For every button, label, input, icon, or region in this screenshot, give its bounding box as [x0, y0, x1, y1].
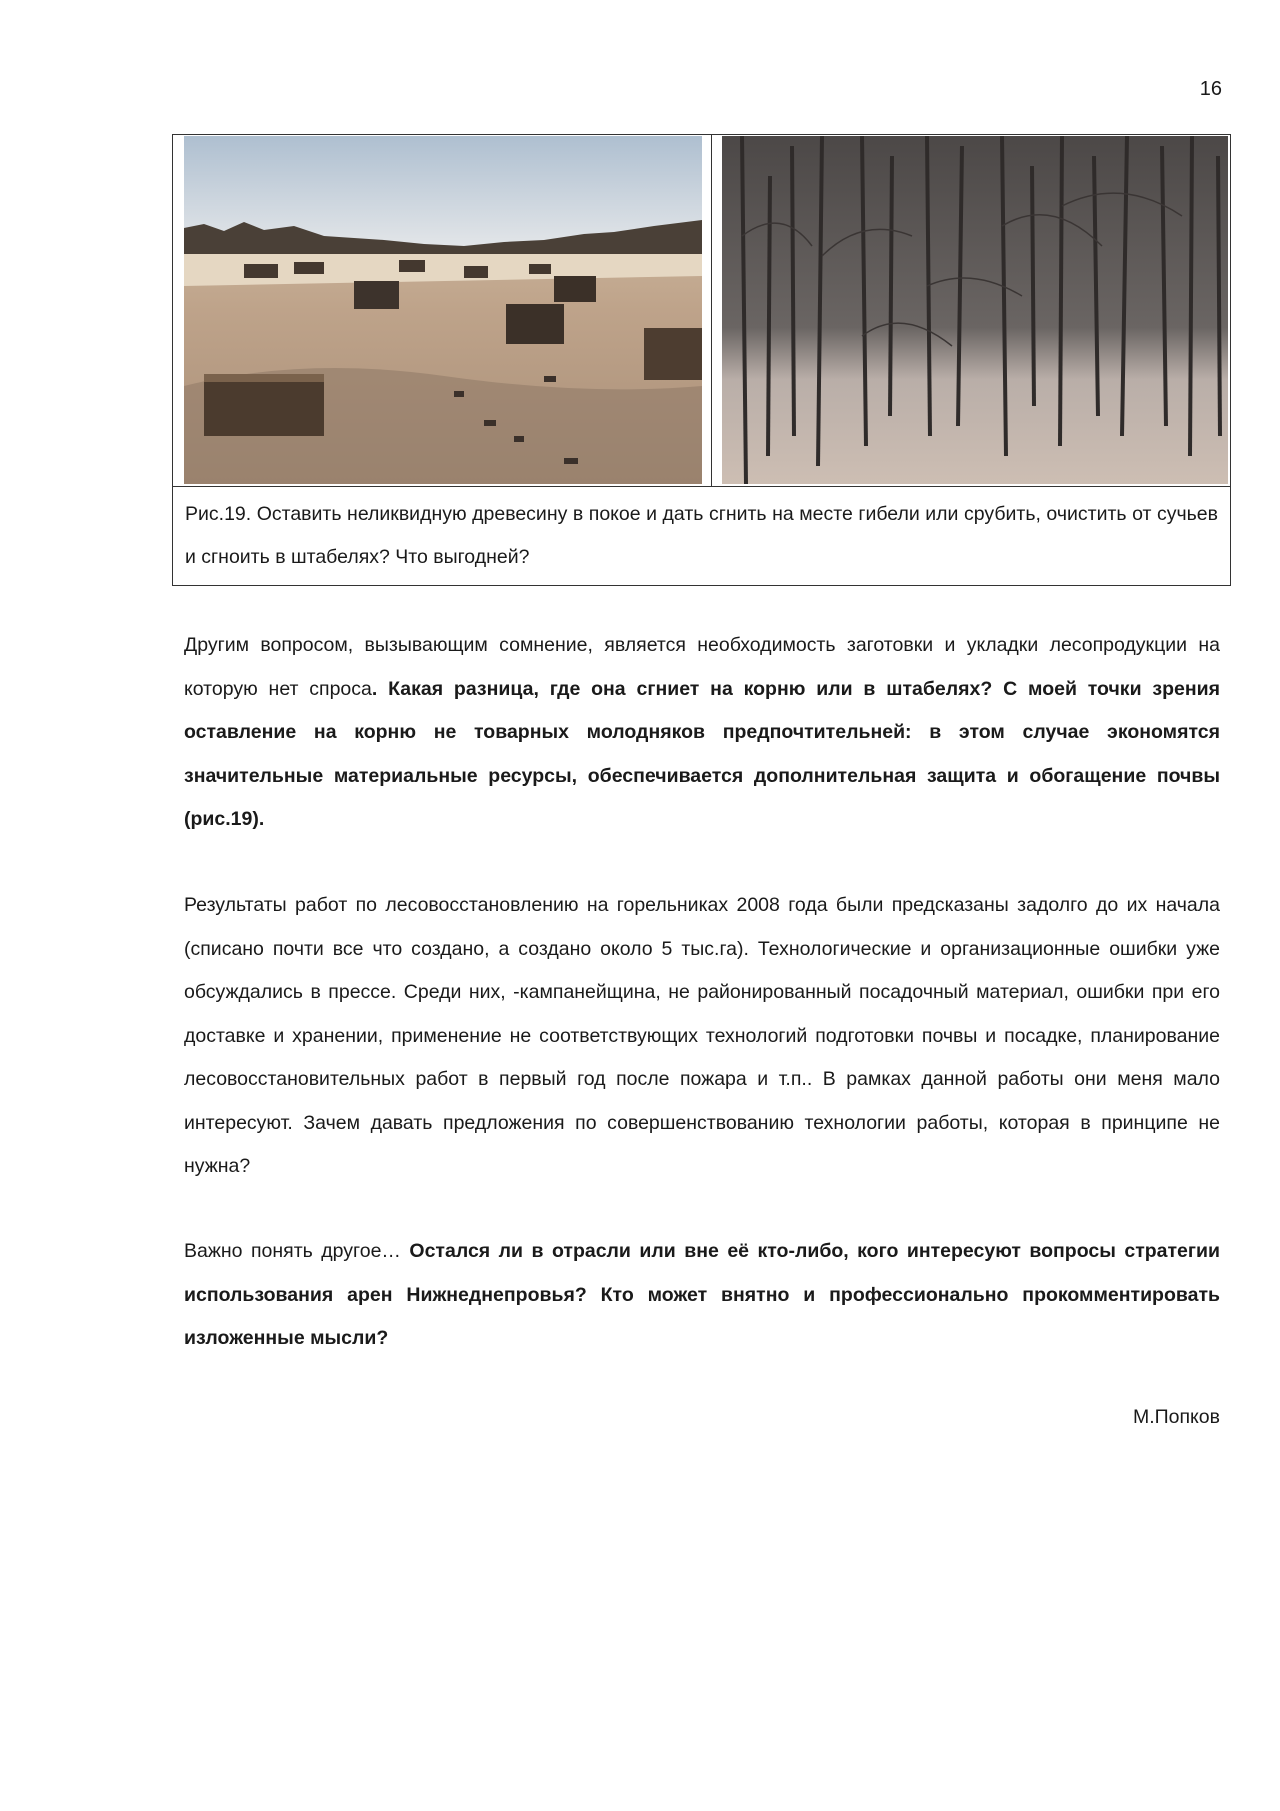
paragraph-1	[184, 624, 1220, 842]
paragraph-3	[184, 1230, 1220, 1361]
paragraph-2: Результаты работ по лесовосстановлению на горельниках 2008 года были предсказаны задолго до их начала (списано почти все что создано, а создано около 5 тыс.га). Технологические и организационные ошибки уже обсуждались в прессе. Среди них, -кампанейщина, не районированный посадочный материал, ошибки при его доставке и хранении, применение не соответствующих технологий подготовки почвы и посадке, планирование лесовосстановительных работ в первый год после пожара и т.п.. В рамках данной работы они меня мало интересуют. Зачем давать предложения по совершенствованию технологии работы, которая в принципе не нужна?	[184, 894, 1220, 1177]
photo-cell-left	[173, 135, 712, 486]
paragraph-1-plain: Другим вопросом, вызывающим сомнение, является необходимость заготовки и укладки лесопродукции на которую нет спроса	[184, 634, 1220, 700]
figure-caption: Рис.19. Оставить неликвидную древесину в покое и дать сгнить на месте гибели или срубить, очистить от сучьев и сгноить в штабелях? Что выгодней?	[185, 503, 1218, 568]
paragraph-1-bold: . Какая разница, где она сгниет на корню или в штабелях? С моей точки зрения оставление на корню не товарных молодняков предпочтительней: в этом случае экономятся значительные материальные ресурсы, обеспечивается дополнительная защита и обогащение почвы (рис.19).	[184, 677, 1220, 830]
paragraph-3-plain: Важно понять другое…	[184, 1240, 410, 1262]
page-number: 16	[1199, 78, 1222, 100]
photo-cell-right	[712, 135, 1230, 486]
author-signature: М.Попков	[1132, 1406, 1220, 1428]
figure-table	[172, 134, 1231, 586]
photo-dead-forest	[722, 136, 1228, 484]
paragraph-3-bold: Остался ли в отрасли или вне её кто-либо, кого интересуют вопросы стратегии использования арен Нижнеднепровья? Кто может внятно и профессионально прокомментировать изложенные мысли?	[184, 1240, 1220, 1349]
photo-row	[173, 135, 1230, 487]
photo-stacked-wood	[184, 136, 702, 484]
